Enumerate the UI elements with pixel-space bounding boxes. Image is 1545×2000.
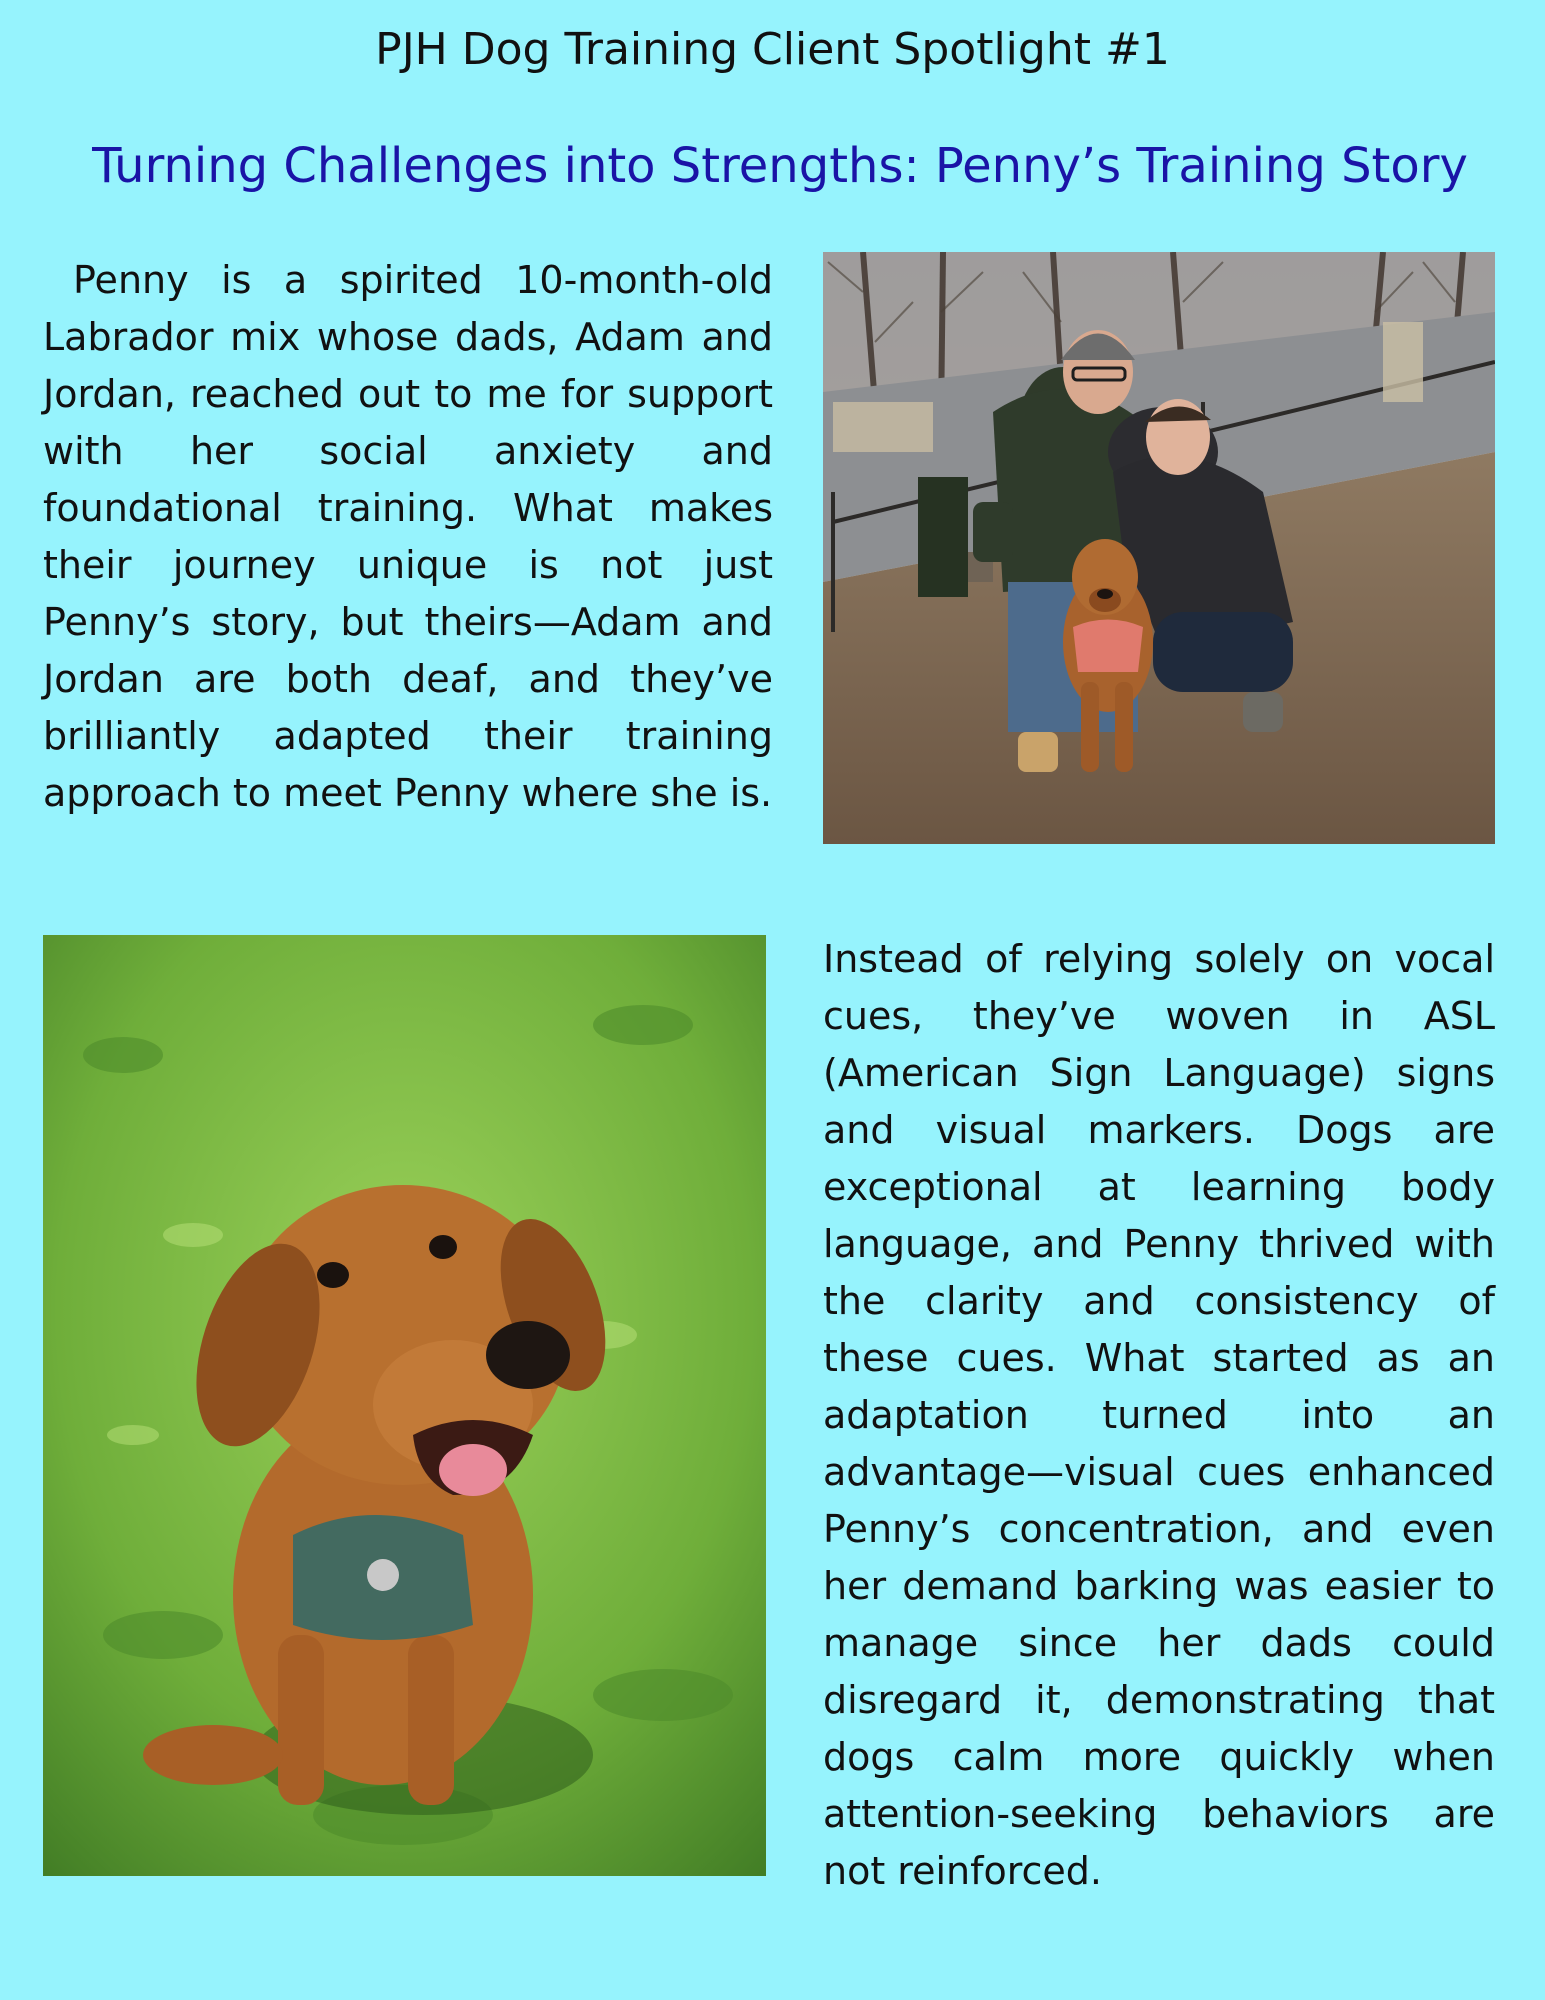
spotlight-heading: PJH Dog Training Client Spotlight #1	[375, 24, 1170, 75]
story-title: Turning Challenges into Strengths: Penny’s Training Story	[92, 138, 1468, 194]
intro-paragraph: Penny is a spirited 10-month-old Labrador mix whose dads, Adam and Jordan, reached out to me for support with her social anxiety and foundational training. What makes their journey unique is not just Penny’s story, but theirs—Adam and Jordan are both deaf, and they’ve brilliantly adapted their training approach to meet Penny where she is.	[43, 258, 773, 815]
training-approach-paragraph: Instead of relying solely on vocal cues, they’ve woven in ASL (American Sign Language) signs and visual markers. Dogs are exceptional at learning body language, and Penny thrived with the clarity and consistency of these cues. What started as an adaptation turned into an advantage—visual cues enhanced Penny’s concentration, and even her demand barking was easier to manage since her dads could disregard it, demonstrating that dogs calm more quickly when attention-seeking behaviors are not reinforced.	[823, 937, 1495, 1893]
owners-with-penny-illustration	[823, 252, 1495, 844]
penny-portrait-photo	[43, 935, 766, 1876]
penny-portrait-illustration	[43, 935, 766, 1876]
owners-with-penny-photo	[823, 252, 1495, 844]
